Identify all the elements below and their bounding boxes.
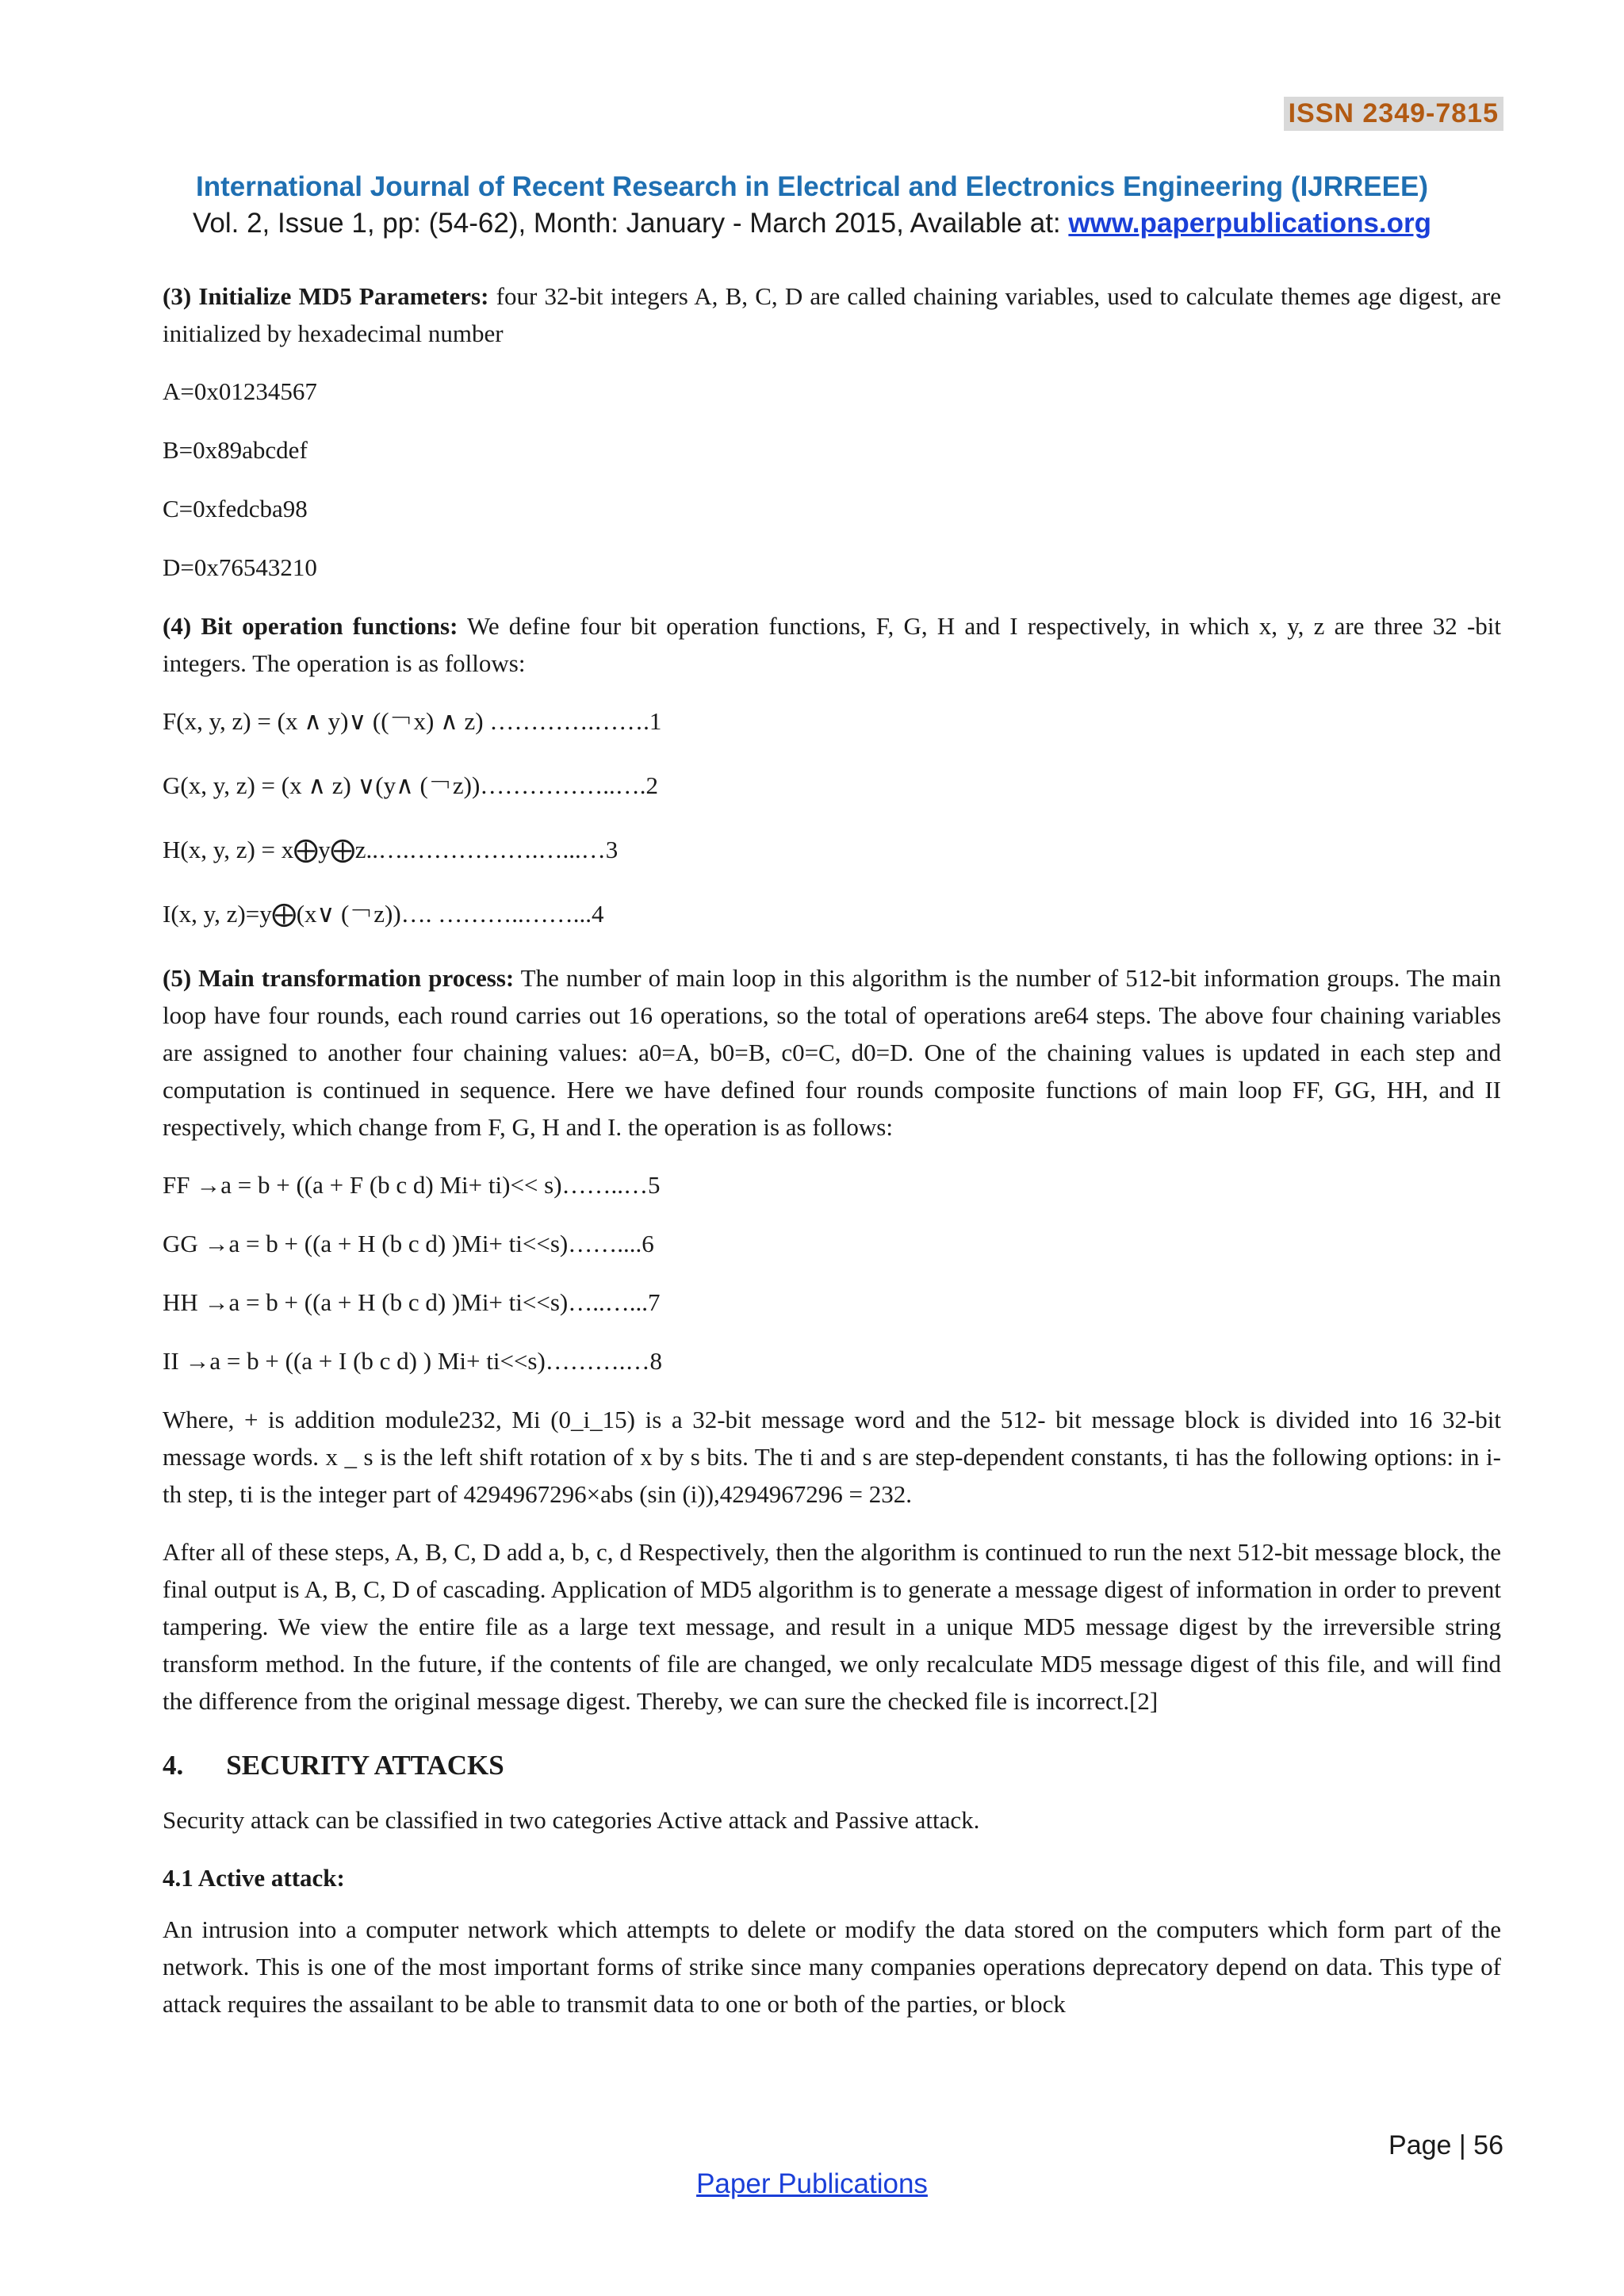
volume-line bbox=[0, 208, 1624, 239]
journal-title: International Journal of Recent Research in Electrical and Electronics Engineering (IJRREEE) bbox=[195, 171, 1428, 202]
paragraph-active-attack: An intrusion into a computer network which attempts to delete or modify the data stored on the computers which form part of the network. This is one of the most important forms of strike since many companies operations deprecatory depend on data. This type of attack requires the assailant to be able to transmit data to one or both of the parties, or block bbox=[163, 1915, 1501, 2018]
paragraph-label: (5) Main transformation process: bbox=[163, 964, 515, 992]
paragraph-bit-operations: (4) Bit operation functions: We define four bit operation functions, F, G, H and I respectively, in which x, y, z are three 32 -bit integers. The operation is as follows: bbox=[163, 612, 1501, 677]
section-title: SECURITY ATTACKS bbox=[226, 1750, 504, 1781]
paragraph-where: Where, + is addition module232, Mi (0_i_15) is a 32-bit message word and the 512- bit message block is divided into 16 32-bit message words. x _ s is the left shift rotation of x by s bits. The ti and s are step-dependent constants, ti has the following options: in i-th step, ti is the integer part of 4294967296×abs (sin (i)),4294967296 = 232. bbox=[163, 1406, 1501, 1508]
equation-h: H(x, y, z) = x⨁y⨁z..….…………….…...…3 bbox=[163, 836, 619, 863]
value-c: C=0xfedcba98 bbox=[163, 495, 308, 522]
equation-g: G(x, y, z) = (x ∧ z) ∨(y∧ (￢z))……………..….2 bbox=[163, 771, 659, 799]
footer bbox=[0, 2168, 1624, 2200]
paragraph-main-transformation: (5) Main transformation process: The number of main loop in this algorithm is the number of 512-bit information groups. The main loop have four rounds, each round carries out 16 operations, so the total of operations are64 steps. The above four chaining variables are assigned to another four chaining values: a0=A, b0=B, c0=C, d0=D. One of the chaining values is updated in each step and computation is continued in sequence. Here we have defined four rounds composite functions of main loop FF, GG, HH, and II respectively, which change from F, G, H and I. the operation is as follows: bbox=[163, 964, 1502, 1141]
value-b: B=0x89abcdef bbox=[163, 436, 308, 464]
website-link[interactable]: www.paperpublications.org bbox=[1068, 208, 1432, 239]
paragraph-after: After all of these steps, A, B, C, D add a, b, c, d Respectively, then the algorithm is continued to run the next 512-bit message block, the final output is A, B, C, D of cascading. Application of MD5 algorithm is to generate a message digest of information in order to prevent tampering. We view the entire file as a large text message, and result in a unique MD5 message digest by the irreversible string transform method. In the future, if the contents of file are changed, we only recalculate MD5 message digest of this file, and will find the difference from the original message digest. Thereby, we can sure the checked file is incorrect.[2] bbox=[163, 1538, 1501, 1715]
equation-ff: FF →a = b + ((a + F (b c d) Mi+ ti)<< s)……..…5 bbox=[163, 1171, 661, 1199]
paragraph-section-intro: Security attack can be classified in two categories Active attack and Passive attack. bbox=[163, 1806, 980, 1834]
publisher-link[interactable]: Paper Publications bbox=[696, 2168, 928, 2199]
paragraph-label: (4) Bit operation functions: bbox=[163, 612, 458, 640]
page-content bbox=[163, 277, 1501, 2043]
issn-badge: ISSN 2349-7815 bbox=[1284, 97, 1503, 131]
paragraph-label: (3) Initialize MD5 Parameters: bbox=[163, 282, 489, 310]
value-a: A=0x01234567 bbox=[163, 377, 317, 405]
section-number: 4. bbox=[163, 1750, 184, 1781]
equation-f: F(x, y, z) = (x ∧ y)∨ ((￢x) ∧ z) ………….…….1 bbox=[163, 707, 662, 735]
page-number: Page | 56 bbox=[1388, 2130, 1503, 2160]
equation-i: I(x, y, z)=y⨁(x∨ (￢z))…. ………..……...4 bbox=[163, 900, 604, 928]
equation-ii: II →a = b + ((a + I (b c d) ) Mi+ ti<<s)……….…8 bbox=[163, 1347, 663, 1375]
section-heading bbox=[163, 1747, 1501, 1784]
volume-text: Vol. 2, Issue 1, pp: (54-62), Month: January - March 2015, Available at: bbox=[192, 208, 1069, 239]
subsection-heading: 4.1 Active attack: bbox=[163, 1864, 345, 1892]
value-d: D=0x76543210 bbox=[163, 553, 317, 581]
equation-hh: HH →a = b + ((a + H (b c d) )Mi+ ti<<s)…..…...7 bbox=[163, 1288, 661, 1316]
equation-gg: GG →a = b + ((a + H (b c d) )Mi+ ti<<s)……....6 bbox=[163, 1230, 654, 1257]
paragraph-initialize: (3) Initialize MD5 Parameters: four 32-bit integers A, B, C, D are called chaining variables, used to calculate themes age digest, are initialized by hexadecimal number bbox=[163, 282, 1501, 347]
